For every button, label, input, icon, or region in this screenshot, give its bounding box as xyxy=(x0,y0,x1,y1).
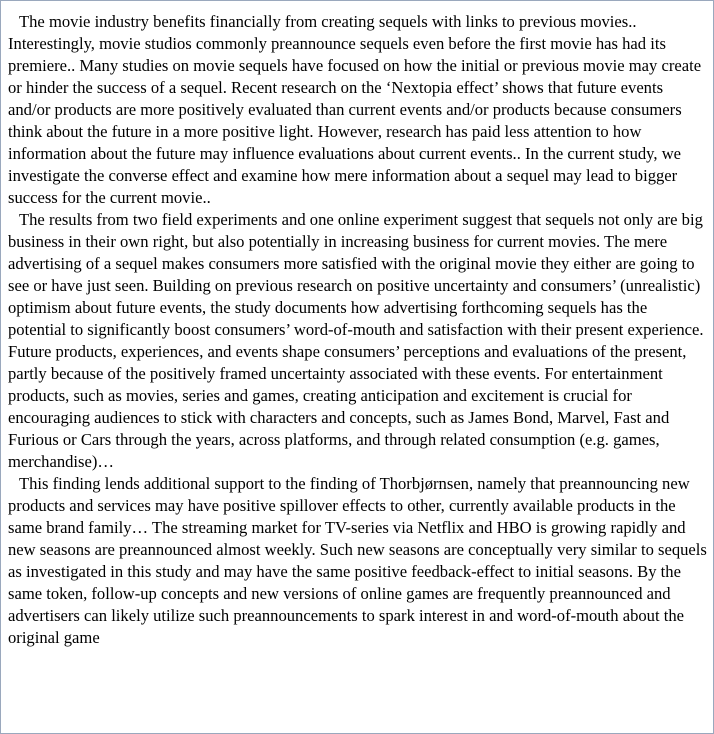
document-body xyxy=(1,1,713,733)
paragraph-implications: This finding lends additional support to the finding of Thorbjørnsen, namely that preannouncing new products and services may have positive spillover effects to other, currently available products in the same brand family… The streaming market for TV-series via Netflix and HBO is growing rapidly and new seasons are preannounced almost weekly. Such new seasons are conceptually very similar to sequels as investigated in this study and may have the same positive feedback-effect to initial seasons. By the same token, follow-up concepts and new versions of online games are frequently preannounced and advertisers can likely utilize such preannouncements to spark interest in and word-of-mouth about the original game xyxy=(8,474,707,647)
paragraph-results: The results from two field experiments and one online experiment suggest that sequels not only are big business in their own right, but also potentially in increasing business for current movies. The mere advertising of a sequel makes consumers more satisfied with the original movie they either are going to see or have just seen. Building on previous research on positive uncertainty and consumers’ (unrealistic) optimism about future events, the study documents how advertising forthcoming sequels has the potential to significantly boost consumers’ word-of-mouth and satisfaction with their present experience. Future products, experiences, and events shape consumers’ perceptions and evaluations of the present, partly because of the positively framed uncertainty associated with these events. For entertainment products, such as movies, series and games, creating anticipation and excitement is crucial for encouraging audiences to stick with characters and concepts, such as James Bond, Marvel, Fast and Furious or Cars through the years, across platforms, and through related consumption (e.g. games, merchandise)… xyxy=(8,210,704,471)
paragraph-intro: The movie industry benefits financially from creating sequels with links to previous movies.. Interestingly, movie studios commonly preannounce sequels even before the first movie has had its premiere.. Many studies on movie sequels have focused on how the initial or previous movie may create or hinder the success of a sequel. Recent research on the ‘Nextopia effect’ shows that future events and/or products are more positively evaluated than current events and/or products because consumers think about the future in a more positive light. However, research has paid less attention to how information about the future may influence evaluations about current events.. In the current study, we investigate the converse effect and examine how mere information about a sequel may lead to bigger success for the current movie.. xyxy=(8,12,702,207)
